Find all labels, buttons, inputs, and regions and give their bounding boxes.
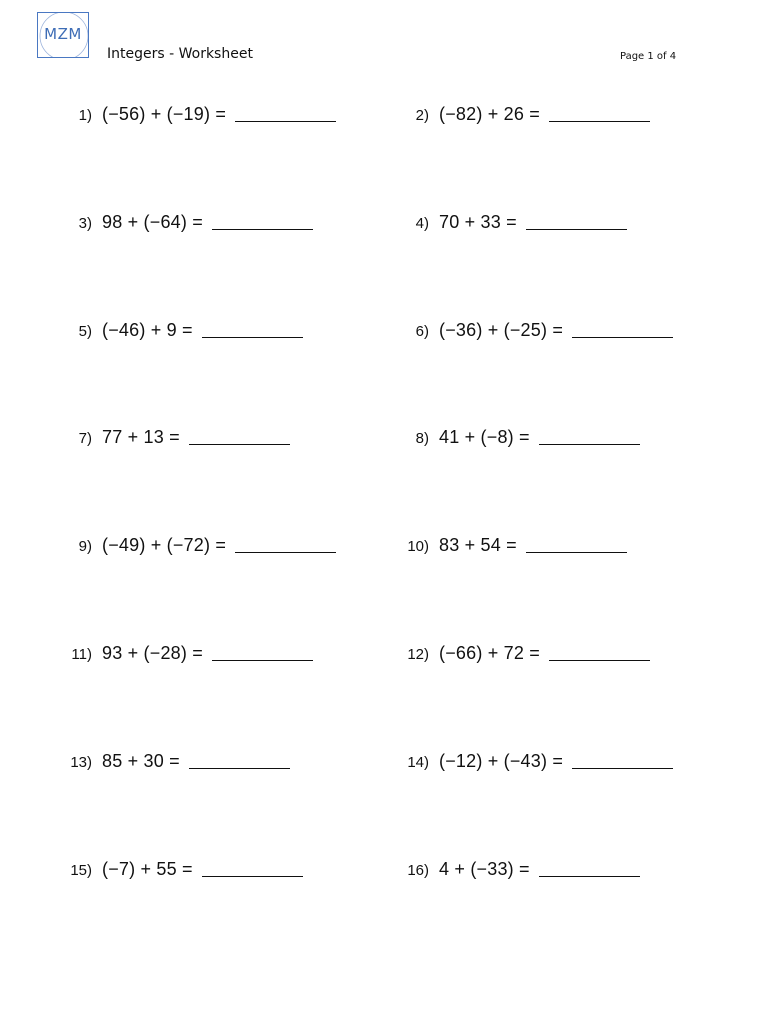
problem-number: 3) [78, 215, 92, 232]
answer-blank[interactable] [526, 228, 627, 230]
answer-blank[interactable] [189, 443, 290, 445]
answer-blank[interactable] [549, 120, 650, 122]
problem-expression: 83 + 54 = [439, 535, 517, 555]
problem-number: 8) [415, 430, 429, 447]
problem-expression: (−56) + (−19) = [102, 104, 227, 124]
problem-number: 4) [415, 215, 429, 232]
problem-expression: (−46) + 9 = [102, 320, 193, 340]
problem-number: 11) [71, 646, 92, 663]
worksheet-title: Integers - Worksheet [107, 46, 253, 62]
problem-item [60, 212, 360, 236]
answer-blank[interactable] [549, 659, 650, 661]
problem-item [60, 427, 360, 451]
problem-expression: (−49) + (−72) = [102, 535, 227, 555]
mzm-logo [37, 12, 89, 58]
problem-expression: 98 + (−64) = [102, 212, 203, 232]
problem-item [397, 212, 697, 236]
answer-blank[interactable] [202, 336, 303, 338]
answer-blank[interactable] [212, 228, 313, 230]
problem-expression: (−82) + 26 = [439, 104, 540, 124]
answer-blank[interactable] [235, 120, 336, 122]
answer-blank[interactable] [202, 875, 303, 877]
problem-item [397, 859, 697, 883]
problem-number: 9) [78, 538, 92, 555]
problem-item [60, 320, 360, 344]
problem-item [60, 104, 360, 128]
answer-blank[interactable] [572, 336, 673, 338]
problem-number: 16) [407, 862, 429, 879]
problem-number: 13) [70, 754, 92, 771]
problem-expression: 4 + (−33) = [439, 859, 530, 879]
problem-expression: (−7) + 55 = [102, 859, 193, 879]
problem-expression: 93 + (−28) = [102, 643, 203, 663]
problem-item [397, 643, 697, 667]
page-indicator: Page 1 of 4 [620, 51, 677, 62]
problem-number: 7) [78, 430, 92, 447]
problem-item [397, 104, 697, 128]
problem-item [397, 427, 697, 451]
problem-expression: 77 + 13 = [102, 427, 180, 447]
answer-blank[interactable] [539, 875, 640, 877]
problem-expression: (−36) + (−25) = [439, 320, 564, 340]
problem-item [60, 535, 360, 559]
answer-blank[interactable] [212, 659, 313, 661]
answer-blank[interactable] [526, 551, 627, 553]
answer-blank[interactable] [572, 767, 673, 769]
problem-expression: 70 + 33 = [439, 212, 517, 232]
problem-item [397, 751, 697, 775]
problem-item [60, 859, 360, 883]
problem-number: 1) [78, 107, 92, 124]
problem-number: 12) [407, 646, 429, 663]
logo-text: MZM [44, 25, 82, 43]
problem-expression: (−66) + 72 = [439, 643, 540, 663]
problem-item [397, 320, 697, 344]
problem-number: 6) [415, 323, 429, 340]
answer-blank[interactable] [539, 443, 640, 445]
problem-number: 14) [407, 754, 429, 771]
problem-number: 2) [415, 107, 429, 124]
problem-expression: 85 + 30 = [102, 751, 180, 771]
problem-item [397, 535, 697, 559]
problem-number: 15) [70, 862, 92, 879]
problem-number: 5) [78, 323, 92, 340]
answer-blank[interactable] [235, 551, 336, 553]
problem-expression: 41 + (−8) = [439, 427, 530, 447]
problem-item [60, 643, 360, 667]
problem-number: 10) [407, 538, 429, 555]
answer-blank[interactable] [189, 767, 290, 769]
problem-expression: (−12) + (−43) = [439, 751, 564, 771]
problem-item [60, 751, 360, 775]
